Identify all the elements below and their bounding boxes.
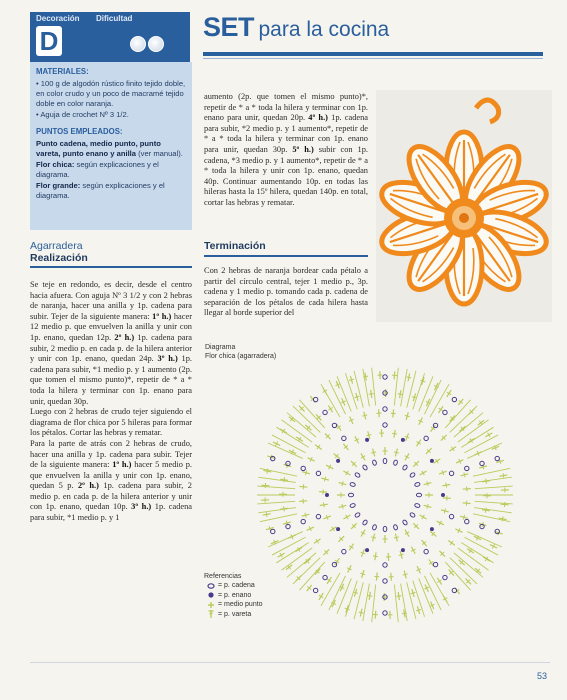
points-text: Punto cadena, medio punto, punto vareta, punto enano y anilla (ver manual). (36, 139, 183, 158)
points-heading: PUNTOS EMPLEADOS: (36, 127, 123, 136)
continuation-text (204, 92, 368, 209)
chain-stitch-icon (204, 583, 218, 589)
legend-item: = medio punto (204, 600, 263, 609)
agarradera-text (30, 280, 192, 524)
single-crochet-icon (204, 601, 218, 609)
section-divider (204, 255, 368, 257)
legend-item: = p. enano (204, 591, 263, 600)
yarn-ball-icon (148, 36, 164, 52)
section-heading-agarradera: Agarradera Realización (30, 240, 88, 264)
section-letter: D (36, 26, 62, 56)
paragraph: Luego con 2 hebras de crudo tejer siguiendo el diagrama de flor chica por 5 hileras para formar los pétalos. Cortar las hebras y rematar. (30, 407, 192, 438)
legend-item: = p. cadena (204, 581, 263, 590)
crochet-flower-photo (376, 90, 552, 322)
legend-title: Referencias (204, 573, 242, 580)
paragraph: aumento (2p. que tomen el mismo punto)*, repetir de * a * toda la hilera y terminar con 1p. enano para unir, quedan 20p. 4º h.) 1p. cadena para subir, *2 medio p. y 1 aumento*, repetir de * a * toda la hilera y terminar con 1p. enano para unir, quedan 30p. 5º h.) subir con 1p. cadena, *3 medio p. y 1 aumento*, repetir de * a * toda la hilera y unir con 1p. enano, quedan 40p. Continuar aumentando 10p. en todas las hileras hasta la 15º hilera, quedan 140p. en total, cortar las hebras y rematar. (204, 92, 369, 207)
difficulty-header (30, 12, 190, 62)
paragraph: Para la parte de atrás con 2 hebras de crudo, hacer una anilla y 1p. cadena para subir. Tejer de la siguiente manera: 1º h.) hacer 5 medio p. que envuelven la anilla y unir con 1p. enano, quedan 5 p. 2º h.) 1p. cadena para subir, 2 medio p. en cada p. de la hilera anterior y unir con 1p. enano, quedan 10p. 3º h.) 1p. cadena para subir, *1 medio p. y 1 (30, 438, 193, 523)
paragraph: Se teje en redondo, es decir, desde el centro hacia afuera. Con aguja Nº 3 1/2 y con 2 hebras de naranja, hacer una anilla y 1p. cadena para subir. Tejer de la siguiente manera: 1º h.) hacer 12 medio p. que envuelven la anilla y unir con 1p. enano, quedan 12p. 2º h.) 1p. cadena para subir, 2 medio p. en cada p. de la hilera anterior y unir con 1p. enano, quedan 24p. 3º h.) 1p. cadena para subir, *1 medio p. y 1 aumento (2p. que tomen el mismo punto)*, repetir de * a * toda la hilera y terminar con 1p. enano para unir, quedan 30p. (30, 280, 193, 406)
slip-stitch-icon (204, 591, 218, 599)
decoracion-label: Decoración (36, 14, 80, 23)
terminacion-text: Con 2 hebras de naranja bordear cada pétalo a partir del círculo central, tejer 1 medio p., 3p. cadena y 1 medio p. tomando cada p. cadena de separación de los pétalos de cada hilera hasta llegar al borde superior del (204, 266, 368, 318)
section-heading-terminacion: Terminación (204, 240, 266, 252)
title-divider (203, 52, 543, 56)
flor-chica-text: Flor chica: según explicaciones y el diagrama. (36, 160, 159, 179)
footer-divider (30, 662, 550, 663)
materials-item: • 100 g de algodón rústico finito tejido doble, en color crudo y un poco de macramé tejido doble en color naranja. (36, 79, 186, 108)
materials-box (30, 62, 192, 230)
materials-item: • Aguja de crochet Nº 3 1/2. (36, 110, 129, 119)
page-title: SET para la cocina (203, 12, 390, 42)
title-divider (203, 58, 543, 59)
double-crochet-icon (204, 609, 218, 619)
diagram-legend (204, 572, 263, 619)
materials-heading: MATERIALES: (36, 67, 89, 76)
page-number: 53 (536, 671, 547, 681)
legend-item: = p. vareta (204, 610, 263, 619)
diagram-label: Diagrama Flor chica (agarradera) (205, 344, 277, 360)
flor-grande-text: Flor grande: según explicaciones y el diagrama. (36, 181, 165, 200)
dificultad-label: Dificultad (96, 14, 133, 23)
yarn-ball-icon (130, 36, 146, 52)
section-divider (30, 266, 192, 268)
crochet-diagram (250, 360, 520, 635)
